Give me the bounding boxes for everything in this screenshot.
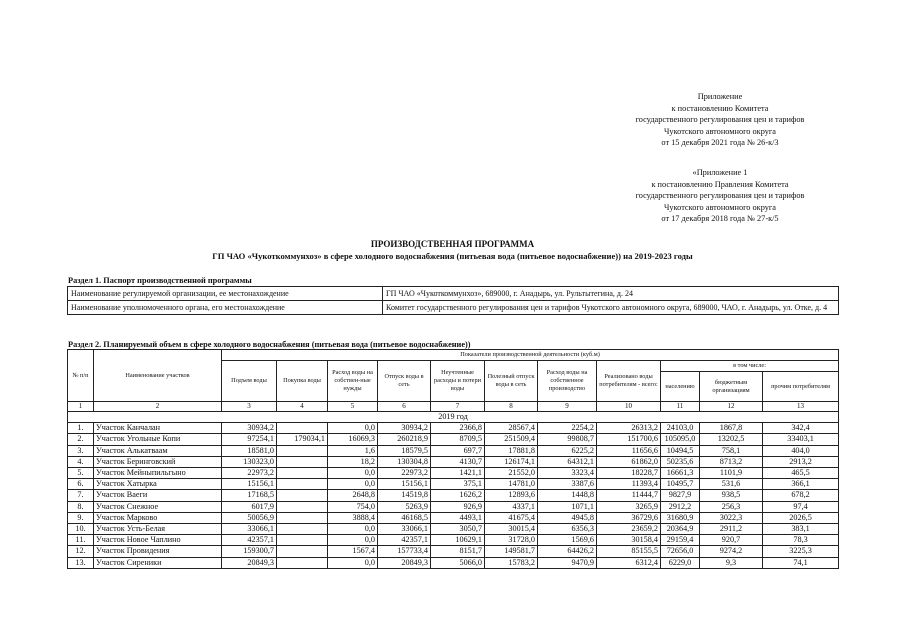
cell-sold-total: 11656,6	[597, 445, 661, 456]
cell-budget: 9,3	[700, 557, 763, 568]
cell-population: 9827,9	[661, 490, 700, 501]
cell-intake: 6017,9	[222, 501, 277, 512]
col-header-own-needs: Расход воды на собствен-ные нужды	[328, 361, 378, 402]
row-section-name: Участок Новое Чаплино	[94, 535, 222, 546]
col-header-num: № п/п	[68, 350, 94, 402]
cell-losses: 8709,5	[431, 434, 485, 445]
cell-losses: 926,9	[431, 501, 485, 512]
row-number: 11.	[68, 535, 94, 546]
cell-own-needs: 754,0	[328, 501, 378, 512]
cell-budget: 13202,5	[700, 434, 763, 445]
col-header-name: Наименование участков	[94, 350, 222, 402]
appendix-line: от 17 декабря 2018 года № 27-к/5	[661, 214, 779, 224]
cell-own-needs: 1567,4	[328, 546, 378, 557]
cell-production: 6356,3	[538, 524, 597, 535]
cell-useful: 12893,6	[485, 490, 538, 501]
cell-population: 10495,7	[661, 479, 700, 490]
col-header-sold-total: Реализовано воды потребителям - всего:	[597, 361, 661, 402]
cell-budget: 8713,2	[700, 456, 763, 467]
cell-production: 3323,4	[538, 468, 597, 479]
column-number: 3	[222, 402, 277, 412]
cell-intake: 20849,3	[222, 557, 277, 568]
volume-table	[67, 349, 839, 569]
passport-label: Наименование регулируемой организации, ее местонахождение	[68, 287, 383, 301]
cell-own-needs: 0,0	[328, 423, 378, 434]
cell-production: 99808,7	[538, 434, 597, 445]
column-number: 8	[485, 402, 538, 412]
cell-supply: 30934,2	[378, 423, 431, 434]
cell-production: 4945,8	[538, 512, 597, 523]
cell-budget: 531,6	[700, 479, 763, 490]
cell-sold-total: 85155,5	[597, 546, 661, 557]
cell-own-needs: 0,0	[328, 535, 378, 546]
cell-supply: 14519,8	[378, 490, 431, 501]
cell-production: 64426,2	[538, 546, 597, 557]
cell-other: 2913,2	[763, 456, 839, 467]
cell-own-needs: 0,0	[328, 524, 378, 535]
table-row	[68, 490, 839, 501]
cell-losses: 4493,1	[431, 512, 485, 523]
row-number: 5.	[68, 468, 94, 479]
col-header-purchase: Покупка воды	[277, 361, 328, 402]
cell-other: 2026,5	[763, 512, 839, 523]
row-section-name: Участок Мейныпильгыно	[94, 468, 222, 479]
cell-useful: 41675,4	[485, 512, 538, 523]
table-row	[68, 535, 839, 546]
cell-intake: 97254,1	[222, 434, 277, 445]
cell-useful: 17881,8	[485, 445, 538, 456]
cell-budget: 1867,8	[700, 423, 763, 434]
row-number: 13.	[68, 557, 94, 568]
cell-purchase	[277, 456, 328, 467]
cell-useful: 251509,4	[485, 434, 538, 445]
row-number: 8.	[68, 501, 94, 512]
column-number: 12	[700, 402, 763, 412]
cell-population: 6229,0	[661, 557, 700, 568]
cell-budget: 920,7	[700, 535, 763, 546]
cell-own-needs: 0,0	[328, 479, 378, 490]
cell-other: 383,1	[763, 524, 839, 535]
cell-losses: 1626,2	[431, 490, 485, 501]
cell-budget: 2911,2	[700, 524, 763, 535]
cell-supply: 22973,2	[378, 468, 431, 479]
col-header-group: Показатели производственной деятельности (куб.м)	[222, 350, 839, 361]
cell-population: 20364,9	[661, 524, 700, 535]
row-number: 7.	[68, 490, 94, 501]
appendix-line: «Приложение 1	[692, 168, 748, 177]
appendix-header-current	[600, 91, 840, 149]
cell-supply: 33066,1	[378, 524, 431, 535]
cell-supply: 18579,5	[378, 445, 431, 456]
table-row	[68, 501, 839, 512]
cell-losses: 8151,7	[431, 546, 485, 557]
table-row	[68, 479, 839, 490]
table-row	[68, 423, 839, 434]
cell-production: 1448,8	[538, 490, 597, 501]
cell-supply: 15156,1	[378, 479, 431, 490]
cell-own-needs: 1,6	[328, 445, 378, 456]
cell-intake: 159300,7	[222, 546, 277, 557]
cell-own-needs: 3888,4	[328, 512, 378, 523]
cell-other: 404,0	[763, 445, 839, 456]
passport-value: ГП ЧАО «Чукоткоммунхоз», 689000, г. Анадырь, ул. Рультытегина, д. 24	[383, 287, 839, 301]
cell-useful: 30015,4	[485, 524, 538, 535]
cell-own-needs: 16069,3	[328, 434, 378, 445]
col-header-losses: Неучтенные расходы и потери воды	[431, 361, 485, 402]
col-header-intake: Подъем воды	[222, 361, 277, 402]
row-section-name: Участок Снежное	[94, 501, 222, 512]
cell-losses: 375,1	[431, 479, 485, 490]
data-rows	[68, 423, 839, 569]
table-row	[68, 546, 839, 557]
column-number: 6	[378, 402, 431, 412]
cell-losses: 5066,0	[431, 557, 485, 568]
cell-own-needs: 0,0	[328, 557, 378, 568]
section-1-heading: Раздел 1. Паспорт производственной программы	[68, 276, 252, 285]
cell-losses: 697,7	[431, 445, 485, 456]
row-section-name: Участок Беринговский	[94, 456, 222, 467]
col-header-including: в том числе:	[661, 361, 839, 372]
cell-other: 366,1	[763, 479, 839, 490]
row-number: 1.	[68, 423, 94, 434]
cell-production: 9470,9	[538, 557, 597, 568]
cell-sold-total: 30158,4	[597, 535, 661, 546]
cell-useful: 4337,1	[485, 501, 538, 512]
cell-population: 72656,0	[661, 546, 700, 557]
cell-sold-total: 6312,4	[597, 557, 661, 568]
table-row	[68, 456, 839, 467]
appendix-line: государственного регулирования цен и тарифов	[635, 115, 805, 125]
cell-useful: 14781,0	[485, 479, 538, 490]
cell-supply: 5263,9	[378, 501, 431, 512]
cell-sold-total: 23659,2	[597, 524, 661, 535]
col-header-production: Расход воды на собственное производство	[538, 361, 597, 402]
year-row	[68, 412, 839, 423]
row-number: 6.	[68, 479, 94, 490]
cell-useful: 28567,4	[485, 423, 538, 434]
cell-losses: 4130,7	[431, 456, 485, 467]
appendix-line: государственного регулирования цен и тарифов	[635, 191, 805, 201]
column-number: 13	[763, 402, 839, 412]
cell-sold-total: 36729,6	[597, 512, 661, 523]
cell-production: 6225,2	[538, 445, 597, 456]
cell-useful: 31728,0	[485, 535, 538, 546]
cell-sold-total: 151700,6	[597, 434, 661, 445]
appendix-header-original	[600, 167, 840, 225]
document-title: ПРОИЗВОДСТВЕННАЯ ПРОГРАММА	[370, 239, 535, 249]
column-number: 2	[94, 402, 222, 412]
cell-population: 10494,5	[661, 445, 700, 456]
row-number: 2.	[68, 434, 94, 445]
cell-useful: 15783,2	[485, 557, 538, 568]
appendix-line: Чукотского автономного округа	[664, 202, 776, 212]
cell-intake: 15156,1	[222, 479, 277, 490]
row-number: 9.	[68, 512, 94, 523]
cell-intake: 22973,2	[222, 468, 277, 479]
row-section-name: Участок Усть-Белая	[94, 524, 222, 535]
cell-other: 74,1	[763, 557, 839, 568]
cell-sold-total: 61862,0	[597, 456, 661, 467]
col-header-useful: Полезный отпуск воды в сеть	[485, 361, 538, 402]
table-row	[68, 524, 839, 535]
cell-sold-total: 11444,7	[597, 490, 661, 501]
table-row	[68, 557, 839, 568]
cell-budget: 256,3	[700, 501, 763, 512]
cell-other: 78,3	[763, 535, 839, 546]
cell-losses: 1421,1	[431, 468, 485, 479]
passport-row	[68, 301, 839, 315]
appendix-line: к постановлению Правления Комитета	[651, 179, 789, 189]
table-row	[68, 512, 839, 523]
cell-budget: 3022,3	[700, 512, 763, 523]
passport-label: Наименование уполномоченного органа, его местонахождение	[68, 301, 383, 315]
appendix-line: к постановлению Комитета	[671, 103, 769, 113]
row-number: 3.	[68, 445, 94, 456]
column-number: 9	[538, 402, 597, 412]
cell-purchase	[277, 524, 328, 535]
cell-useful: 149581,7	[485, 546, 538, 557]
cell-population: 31680,9	[661, 512, 700, 523]
cell-supply: 157733,4	[378, 546, 431, 557]
row-section-name: Участок Марково	[94, 512, 222, 523]
cell-population: 105095,0	[661, 434, 700, 445]
cell-production: 3387,6	[538, 479, 597, 490]
cell-own-needs: 18,2	[328, 456, 378, 467]
cell-other: 3225,3	[763, 546, 839, 557]
cell-population: 29159,4	[661, 535, 700, 546]
document-subtitle: ГП ЧАО «Чукоткоммунхоз» в сфере холодного водоснабжения (питьевая вода (питьевое водоснабжение)) на 2019-2023 годы	[212, 251, 693, 261]
row-number: 4.	[68, 456, 94, 467]
row-section-name: Участок Угольные Копи	[94, 434, 222, 445]
cell-population: 2912,2	[661, 501, 700, 512]
column-number: 5	[328, 402, 378, 412]
appendix-line: от 15 декабря 2021 года № 26-к/3	[661, 138, 779, 148]
passport-row	[68, 287, 839, 301]
cell-intake: 17168,5	[222, 490, 277, 501]
header-row-top	[68, 350, 839, 361]
table-row	[68, 434, 839, 445]
column-number: 10	[597, 402, 661, 412]
col-header-other: прочим потребителям	[763, 372, 839, 402]
column-number: 11	[661, 402, 700, 412]
row-section-name: Участок Канчалан	[94, 423, 222, 434]
cell-losses: 3050,7	[431, 524, 485, 535]
col-header-budget: бюджетным организациям	[700, 372, 763, 402]
cell-population: 16661,3	[661, 468, 700, 479]
cell-purchase	[277, 546, 328, 557]
col-header-supply: Отпуск воды в сеть	[378, 361, 431, 402]
cell-budget: 758,1	[700, 445, 763, 456]
col-header-population: населению	[661, 372, 700, 402]
cell-purchase	[277, 479, 328, 490]
row-section-name: Участок Хатырка	[94, 479, 222, 490]
cell-useful: 126174,1	[485, 456, 538, 467]
appendix-line: Приложение	[697, 92, 743, 101]
cell-purchase	[277, 512, 328, 523]
column-number: 4	[277, 402, 328, 412]
column-number-row	[68, 402, 839, 412]
cell-sold-total: 18228,7	[597, 468, 661, 479]
cell-purchase	[277, 490, 328, 501]
cell-supply: 130304,8	[378, 456, 431, 467]
row-section-name: Участок Сиреники	[94, 557, 222, 568]
cell-other: 97,4	[763, 501, 839, 512]
cell-intake: 30934,2	[222, 423, 277, 434]
cell-budget: 938,5	[700, 490, 763, 501]
cell-supply: 260218,9	[378, 434, 431, 445]
row-section-name: Участок Ваеги	[94, 490, 222, 501]
cell-other: 465,5	[763, 468, 839, 479]
passport-table	[67, 286, 839, 315]
cell-production: 2254,2	[538, 423, 597, 434]
cell-purchase	[277, 423, 328, 434]
column-number: 1	[68, 402, 94, 412]
appendix-line: Чукотского автономного округа	[664, 126, 776, 136]
row-number: 12.	[68, 546, 94, 557]
cell-purchase	[277, 445, 328, 456]
cell-other: 678,2	[763, 490, 839, 501]
row-number: 10.	[68, 524, 94, 535]
cell-supply: 42357,1	[378, 535, 431, 546]
cell-intake: 130323,0	[222, 456, 277, 467]
table-row	[68, 445, 839, 456]
cell-budget: 9274,2	[700, 546, 763, 557]
cell-sold-total: 11393,4	[597, 479, 661, 490]
cell-losses: 10629,1	[431, 535, 485, 546]
cell-purchase: 179034,1	[277, 434, 328, 445]
section-2-heading: Раздел 2. Планируемый объем в сфере холодного водоснабжения (питьевая вода (питьевое водоснабжение))	[68, 340, 471, 349]
cell-production: 1071,1	[538, 501, 597, 512]
column-number: 7	[431, 402, 485, 412]
cell-sold-total: 26313,2	[597, 423, 661, 434]
passport-value: Комитет государственного регулирования цен и тарифов Чукотского автономного округа, 689000, ЧАО, г. Анадырь, ул. Отке, д. 4	[383, 301, 839, 315]
cell-intake: 18581,0	[222, 445, 277, 456]
cell-purchase	[277, 501, 328, 512]
cell-other: 342,4	[763, 423, 839, 434]
cell-own-needs: 0,0	[328, 468, 378, 479]
cell-useful: 21552,0	[485, 468, 538, 479]
cell-population: 50235,6	[661, 456, 700, 467]
cell-supply: 46168,5	[378, 512, 431, 523]
cell-purchase	[277, 468, 328, 479]
cell-purchase	[277, 557, 328, 568]
cell-other: 33403,1	[763, 434, 839, 445]
cell-sold-total: 3265,9	[597, 501, 661, 512]
cell-population: 24103,0	[661, 423, 700, 434]
cell-own-needs: 2648,8	[328, 490, 378, 501]
cell-intake: 33066,1	[222, 524, 277, 535]
cell-production: 1569,6	[538, 535, 597, 546]
row-section-name: Участок Алькатваам	[94, 445, 222, 456]
row-section-name: Участок Провидения	[94, 546, 222, 557]
cell-production: 64312,1	[538, 456, 597, 467]
cell-intake: 42357,1	[222, 535, 277, 546]
cell-purchase	[277, 535, 328, 546]
cell-budget: 1101,9	[700, 468, 763, 479]
cell-supply: 20849,3	[378, 557, 431, 568]
cell-losses: 2366,8	[431, 423, 485, 434]
cell-intake: 50056,9	[222, 512, 277, 523]
table-row	[68, 468, 839, 479]
year-label: 2019 год	[68, 412, 839, 423]
